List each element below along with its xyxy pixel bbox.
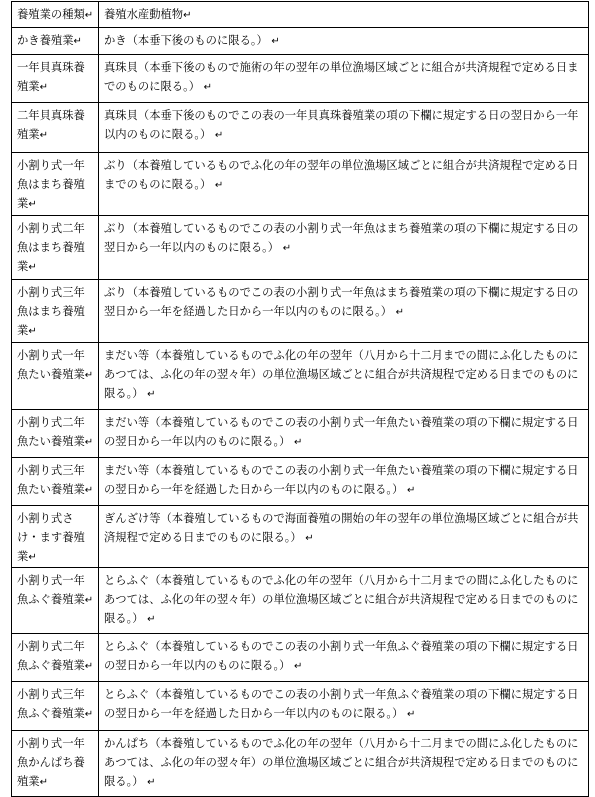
- table-row: [12, 28, 589, 55]
- header-cell-species: 養殖水産動植物↵: [99, 2, 589, 28]
- cell-type: 二年貝真珠養殖業↵: [12, 103, 99, 153]
- cell-type: かき養殖業↵: [12, 28, 99, 55]
- cell-type: 小割り式さけ・ます養殖業↵: [12, 506, 99, 568]
- table-row: [12, 55, 589, 103]
- table-row: [12, 280, 589, 343]
- cell-type: 小割り式三年魚たい養殖業↵: [12, 458, 99, 506]
- table-row: [12, 568, 589, 634]
- cell-species: とらふぐ（本養殖しているものでふ化の年の翌年（八月から十二月までの間にふ化したものにあつては、ふ化の年の翌々年）の単位漁場区域ごとに組合が共済規程で定める日までのものに限る。） ↵: [99, 568, 589, 634]
- table-row: [12, 682, 589, 731]
- cell-species: かんぱち（本養殖しているものでふ化の年の翌年（八月から十二月までの間にふ化したものにあつては、ふ化の年の翌々年）の単位漁場区域ごとに組合が共済規程で定める日までのものに限る。） ↵: [99, 731, 589, 797]
- cell-type: 小割り式二年魚たい養殖業↵: [12, 410, 99, 458]
- cell-species: ぶり（本養殖しているものでふ化の年の翌年の単位漁場区域ごとに組合が共済規程で定める日までのものに限る。） ↵: [99, 153, 589, 216]
- table-row: [12, 153, 589, 216]
- table-row: [12, 216, 589, 280]
- cell-species: ぶり（本養殖しているものでこの表の小割り式一年魚はまち養殖業の項の下欄に規定する日の翌日から一年以内のものに限る。） ↵: [99, 216, 589, 280]
- cell-type: 小割り式二年魚はまち養殖業↵: [12, 216, 99, 280]
- cell-type: 一年貝真珠養殖業↵: [12, 55, 99, 103]
- table-row: [12, 506, 589, 568]
- cell-species: ぶり（本養殖しているものでこの表の小割り式一年魚はまち養殖業の項の下欄に規定する日の翌日から一年を経過した日から一年以内のものに限る。） ↵: [99, 280, 589, 343]
- cell-species: かき（本垂下後のものに限る。） ↵: [99, 28, 589, 55]
- header-cell-type: 養殖業の種類↵: [12, 2, 99, 28]
- table-row: [12, 410, 589, 458]
- cell-type: 小割り式三年魚ふぐ養殖業↵: [12, 682, 99, 731]
- table-row: [12, 343, 589, 410]
- table-row: [12, 458, 589, 506]
- cell-species: まだい等（本養殖しているものでこの表の小割り式一年魚たい養殖業の項の下欄に規定する日の翌日から一年を経過した日から一年以内のものに限る。） ↵: [99, 458, 589, 506]
- cell-species: まだい等（本養殖しているものでこの表の小割り式一年魚たい養殖業の項の下欄に規定する日の翌日から一年以内のものに限る。） ↵: [99, 410, 589, 458]
- cell-type: 小割り式一年魚たい養殖業↵: [12, 343, 99, 410]
- aquaculture-table: [11, 1, 589, 797]
- cell-type: 小割り式一年魚ふぐ養殖業↵: [12, 568, 99, 634]
- cell-species: とらふぐ（本養殖しているものでこの表の小割り式一年魚ふぐ養殖業の項の下欄に規定する日の翌日から一年以内のものに限る。） ↵: [99, 634, 589, 682]
- cell-species: 真珠貝（本垂下後のもので施術の年の翌年の単位漁場区域ごとに組合が共済規程で定める日までのものに限る。） ↵: [99, 55, 589, 103]
- cell-species: とらふぐ（本養殖しているものでこの表の小割り式一年魚ふぐ養殖業の項の下欄に規定する日の翌日から一年を経過した日から一年以内のものに限る。） ↵: [99, 682, 589, 731]
- cell-type: 小割り式一年魚はまち養殖業↵: [12, 153, 99, 216]
- cell-type: 小割り式一年魚かんぱち養殖業↵: [12, 731, 99, 797]
- table-row: [12, 731, 589, 797]
- table-row: [12, 103, 589, 153]
- table-header-row: [12, 2, 589, 28]
- cell-species: ぎんざけ等（本養殖しているもので海面養殖の開始の年の翌年の単位漁場区域ごとに組合が共済規程で定める日までのものに限る。） ↵: [99, 506, 589, 568]
- table-row: [12, 634, 589, 682]
- cell-type: 小割り式二年魚ふぐ養殖業↵: [12, 634, 99, 682]
- cell-type: 小割り式三年魚はまち養殖業↵: [12, 280, 99, 343]
- cell-species: まだい等（本養殖しているものでふ化の年の翌年（八月から十二月までの間にふ化したものにあつては、ふ化の年の翌々年）の単位漁場区域ごとに組合が共済規程で定める日までのものに限る。） ↵: [99, 343, 589, 410]
- cell-species: 真珠貝（本垂下後のものでこの表の一年貝真珠養殖業の項の下欄に規定する日の翌日から一年以内のものに限る。） ↵: [99, 103, 589, 153]
